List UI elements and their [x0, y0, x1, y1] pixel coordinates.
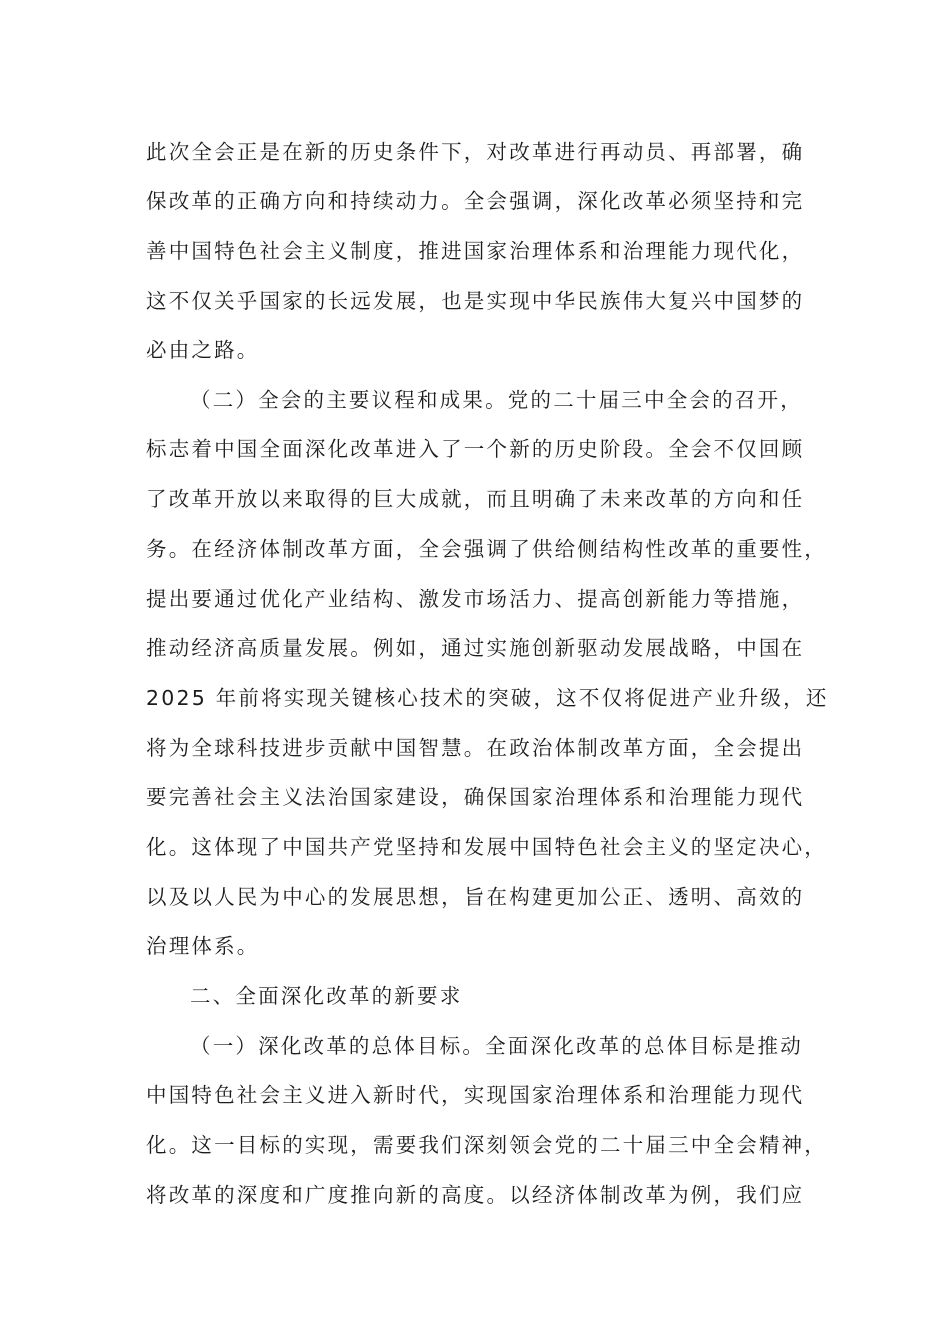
text-line: 保改革的正确方向和持续动力。全会强调，深化改革必须坚持和完: [146, 189, 805, 213]
text-line: 将为全球科技进步贡献中国智慧。在政治体制改革方面，全会提出: [146, 736, 805, 760]
section-heading: 二、全面深化改革的新要求: [190, 984, 463, 1008]
text-line: 2025 年前将实现关键核心技术的突破，这不仅将促进产业升级，还: [146, 686, 829, 710]
text-line: 必由之路。: [146, 338, 260, 362]
text-line: 要完善社会主义法治国家建设，确保国家治理体系和治理能力现代: [146, 785, 805, 809]
text-line: 提出要通过优化产业结构、激发市场活力、提高创新能力等措施，: [146, 587, 805, 611]
text-line: 以及以人民为中心的发展思想，旨在构建更加公正、透明、高效的: [146, 885, 805, 909]
paragraph-heading: （一）深化改革的总体目标。全面深化改革的总体目标是推动: [190, 1034, 803, 1058]
paragraph-heading: （二）全会的主要议程和成果。党的二十届三中全会的召开，: [190, 388, 803, 412]
text-line: 推动经济高质量发展。例如，通过实施创新驱动发展战略，中国在: [146, 636, 805, 660]
text-line: 化。这一目标的实现，需要我们深刻领会党的二十届三中全会精神，: [146, 1133, 827, 1157]
text-line: 中国特色社会主义进入新时代，实现国家治理体系和治理能力现代: [146, 1083, 805, 1107]
text-line: 将改革的深度和广度推向新的高度。以经济体制改革为例，我们应: [146, 1183, 805, 1207]
text-line: 善中国特色社会主义制度，推进国家治理体系和治理能力现代化，: [146, 239, 805, 263]
text-line: 了改革开放以来取得的巨大成就，而且明确了未来改革的方向和任: [146, 487, 805, 511]
text-line: 务。在经济体制改革方面，全会强调了供给侧结构性改革的重要性，: [146, 537, 827, 561]
text-line: 此次全会正是在新的历史条件下，对改革进行再动员、再部署，确: [146, 140, 805, 164]
text-line: 治理体系。: [146, 934, 260, 958]
text-line: 这不仅关乎国家的长远发展，也是实现中华民族伟大复兴中国梦的: [146, 289, 805, 313]
text-line: 标志着中国全面深化改革进入了一个新的历史阶段。全会不仅回顾: [146, 437, 805, 461]
text-line: 化。这体现了中国共产党坚持和发展中国特色社会主义的坚定决心，: [146, 835, 827, 859]
